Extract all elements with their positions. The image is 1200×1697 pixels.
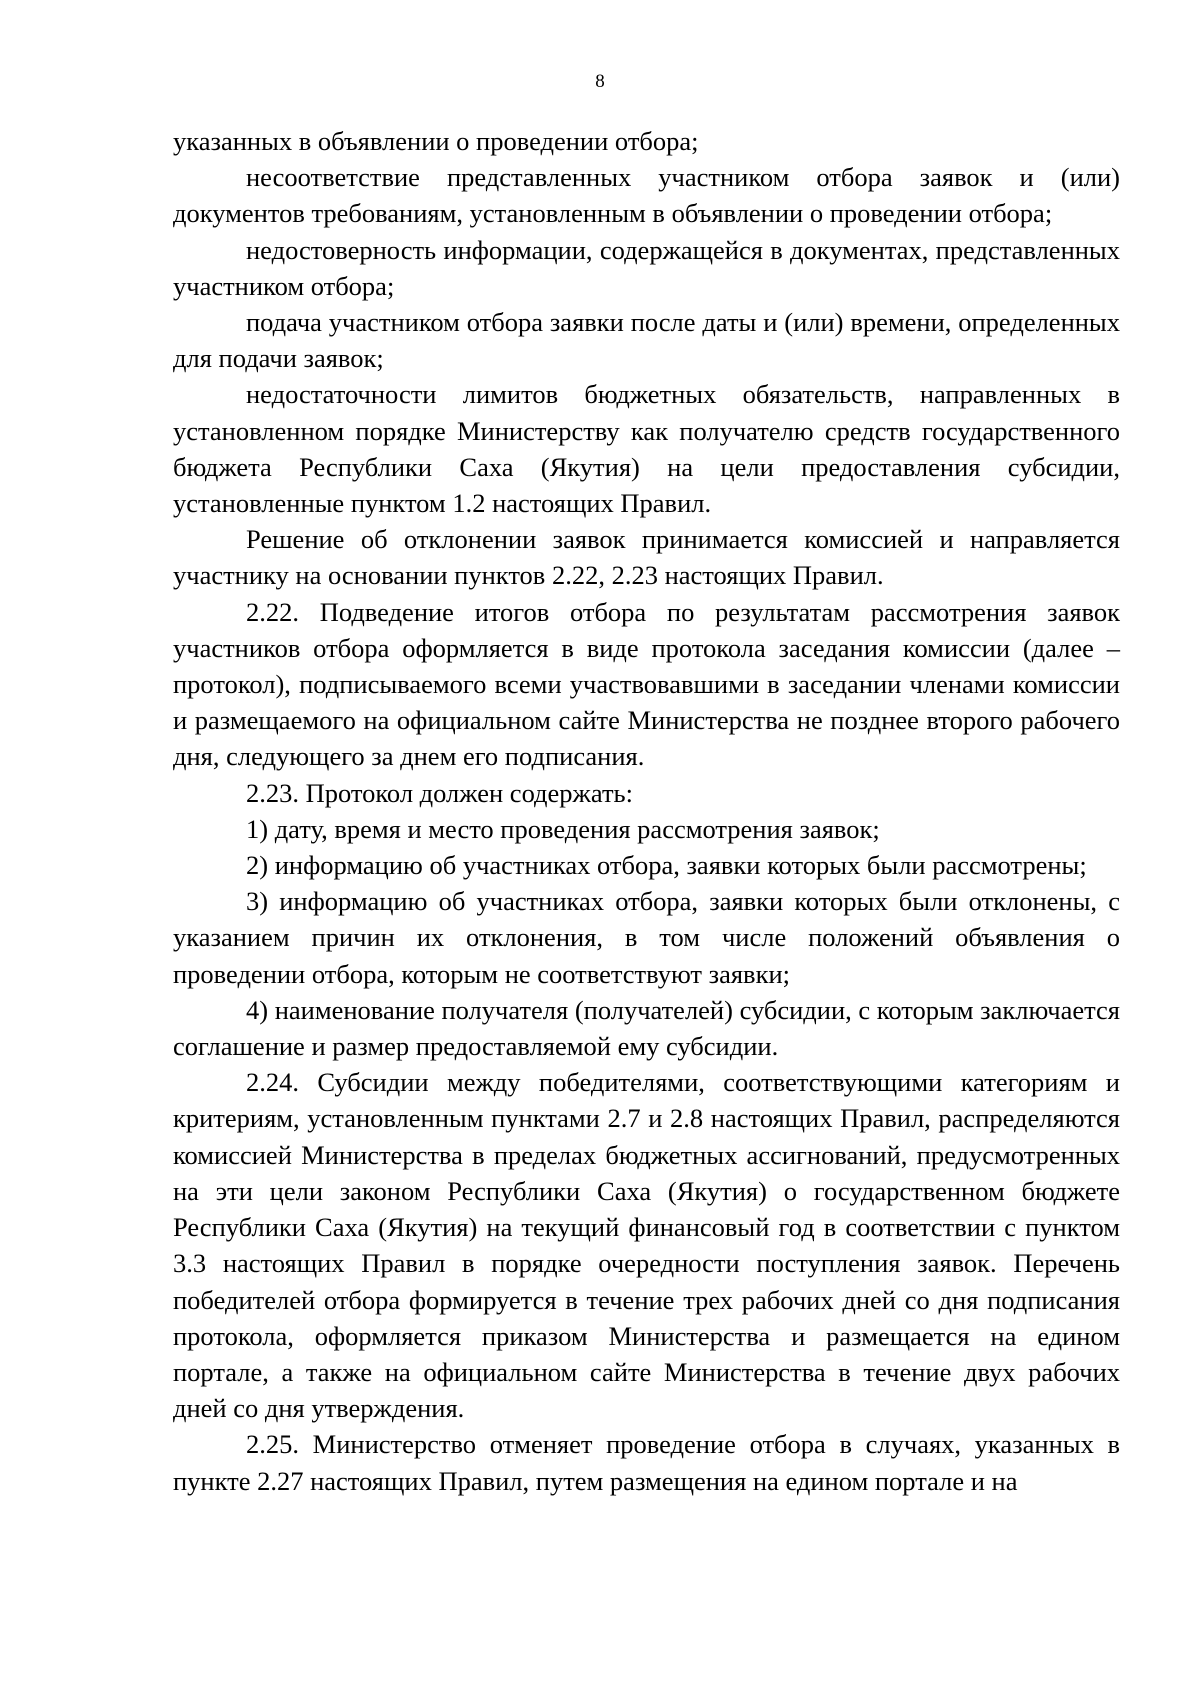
page-number: 8 xyxy=(595,71,605,92)
paragraph: 1) дату, время и место проведения рассмотрения заявок; xyxy=(246,813,880,844)
paragraph: 2.23. Протокол должен содержать: xyxy=(246,777,633,808)
paragraph: 2.25. Министерство отменяет проведение отбора в случаях, указанных в пункте 2.27 настоящих Правил, путем размещения на едином портале и на xyxy=(173,1429,1120,1496)
paragraph: 2.22. Подведение итогов отбора по результатам рассмотрения заявок участников отбора оформляется в виде протокола заседания комиссии (далее – протокол), подписываемого всеми участвовавшими в заседании членами комиссии и размещаемого на официальном сайте Министерства не позднее второго рабочего дня, следующего за днем его подписания. xyxy=(173,596,1120,772)
paragraph: указанных в объявлении о проведении отбора; xyxy=(173,126,699,156)
paragraph: несоответствие представленных участником отбора заявок и (или) документов требованиям, установленным в объявлении о проведении отбора; xyxy=(173,162,1120,229)
paragraph: 3) информацию об участниках отбора, заявки которых были отклонены, с указанием причин их отклонения, в том числе положений объявления о проведении отбора, которым не соответствуют заявки; xyxy=(173,886,1120,989)
paragraph: 2) информацию об участниках отбора, заявки которых были рассмотрены; xyxy=(246,850,1087,881)
paragraph: подача участником отбора заявки после даты и (или) времени, определенных для подачи заявок; xyxy=(173,307,1120,374)
paragraph: Решение об отклонении заявок принимается комиссией и направляется участнику на основании пунктов 2.22, 2.23 настоящих Правил. xyxy=(173,524,1120,591)
document-body xyxy=(173,123,1120,1499)
paragraph: недостоверность информации, содержащейся в документах, представленных участником отбора; xyxy=(173,234,1120,301)
paragraph: 2.24. Субсидии между победителями, соответствующими категориям и критериям, установленным пунктами 2.7 и 2.8 настоящих Правил, распределяются комиссией Министерства в пределах бюджетных ассигнований, предусмотренных на эти цели законом Республики Саха (Якутия) о государственном бюджете Республики Саха (Якутия) на текущий финансовый год в соответствии с пунктом 3.3 настоящих Правил в порядке очередности поступления заявок. Перечень победителей отбора формируется в течение трех рабочих дней со дня подписания протокола, оформляется приказом Министерства и размещается на едином портале, а также на официальном сайте Министерства в течение двух рабочих дней со дня утверждения. xyxy=(173,1067,1120,1424)
paragraph: 4) наименование получателя (получателей) субсидии, с которым заключается соглашение и размер предоставляемой ему субсидии. xyxy=(173,994,1120,1062)
paragraph: недостаточности лимитов бюджетных обязательств, направленных в установленном порядке Министерству как получателю средств государственного бюджета Республики Саха (Якутия) на цели предоставления субсидии, установленные пунктом 1.2 настоящих Правил. xyxy=(173,379,1120,519)
